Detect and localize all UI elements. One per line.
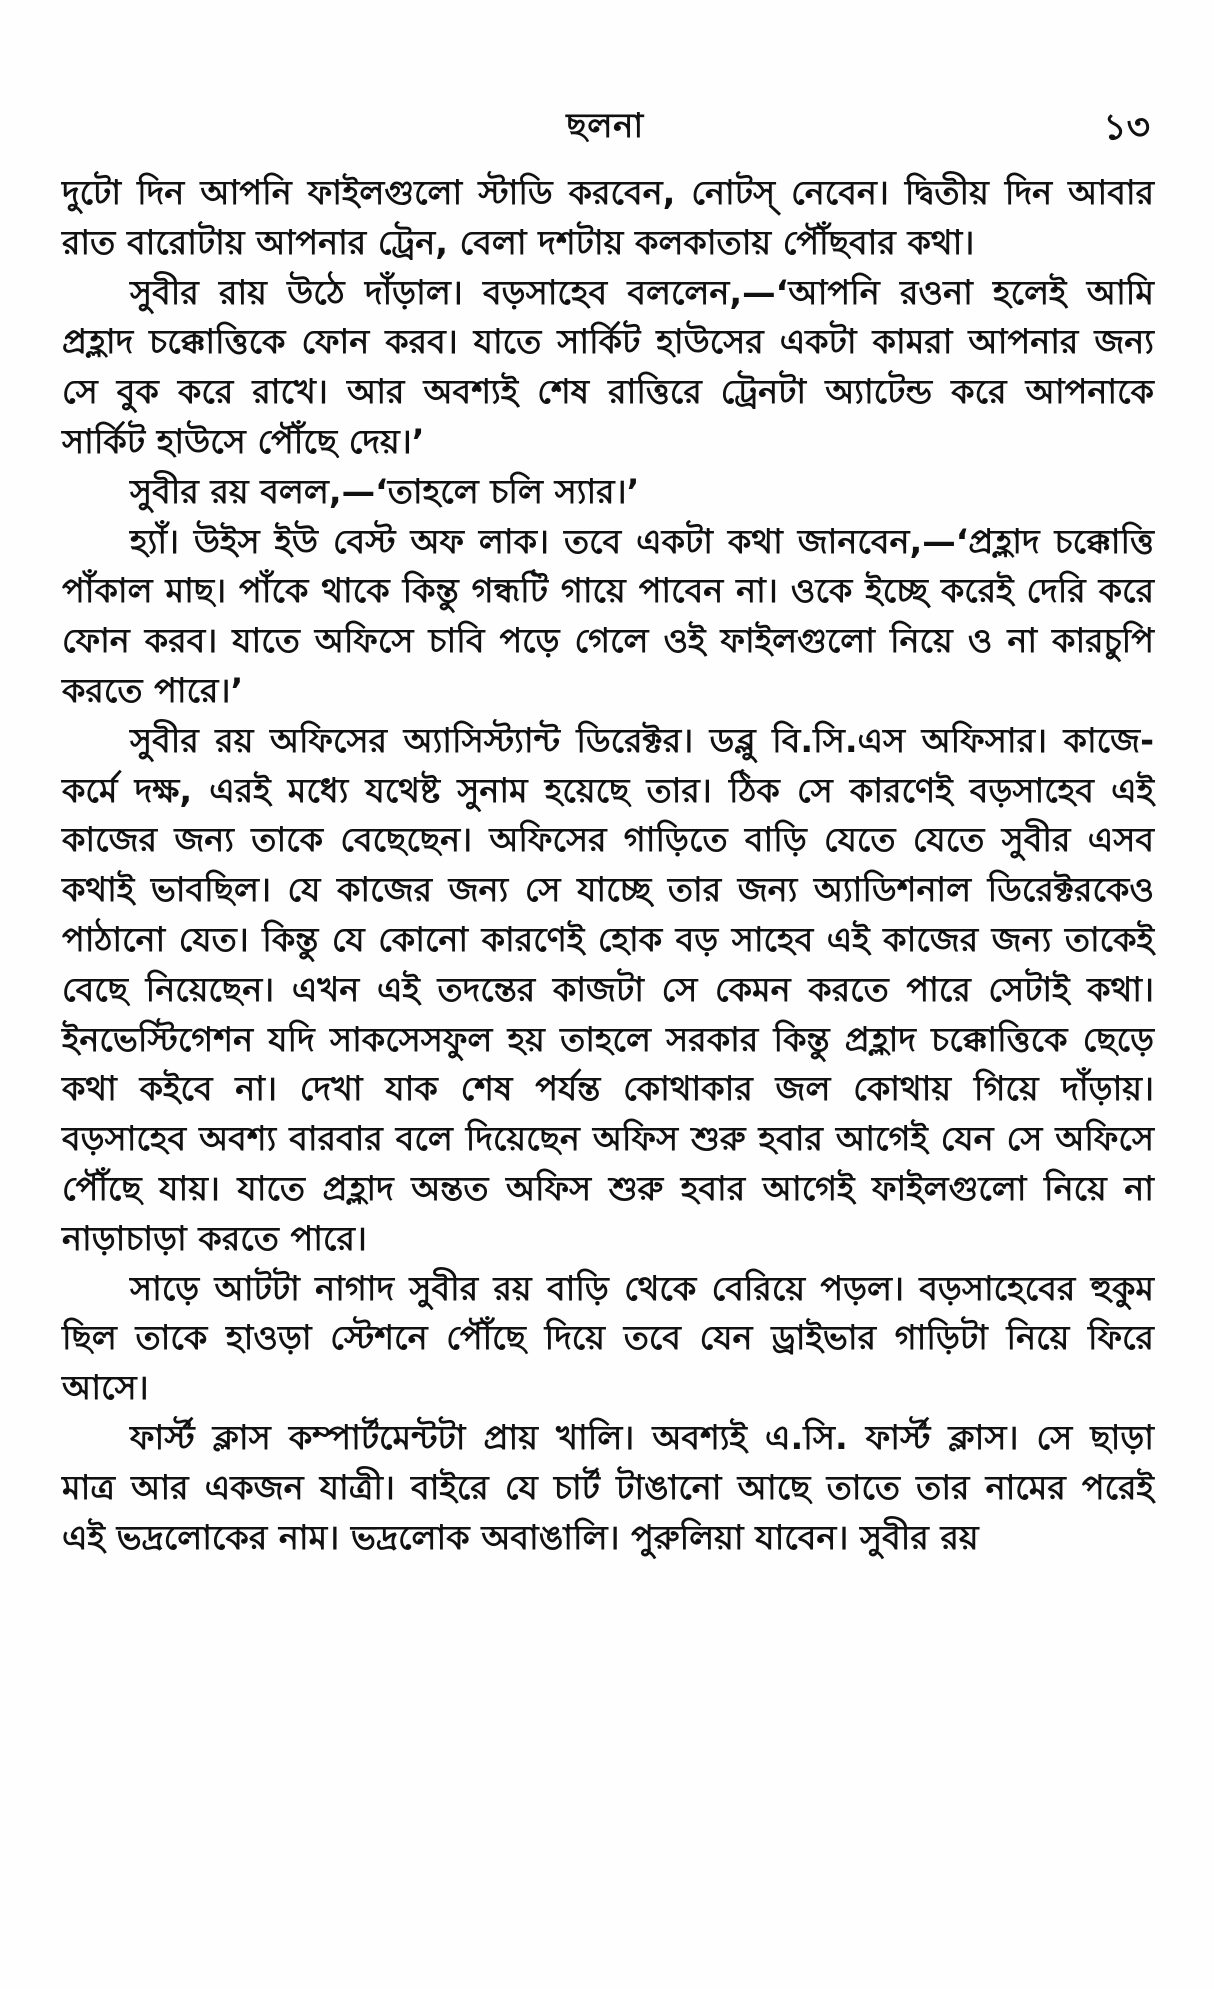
running-title: ছলনা: [566, 106, 644, 146]
body-text: [62, 168, 1154, 1562]
paragraph-5: সুবীর রয় অফিসের অ্যাসিস্ট্যান্ট ডিরেক্টর। ডব্লু বি.সি.এস অফিসার। কাজে-কর্মে দক্ষ, এরই মধ্যে যথেষ্ট সুনাম হয়েছে তার। ঠিক সে কারণেই বড়সাহেব এই কাজের জন্য তাকে বেছেছেন। অফিসের গাড়িতে বাড়ি যেতে যেতে সুবীর এসব কথাই ভাবছিল। যে কাজের জন্য সে যাচ্ছে তার জন্য অ্যাডিশনাল ডিরেক্টরকেও পাঠানো যেত। কিন্তু যে কোনো কারণেই হোক বড় সাহেব এই কাজের জন্য তাকেই বেছে নিয়েছেন। এখন এই তদন্তের কাজটা সে কেমন করতে পারে সেটাই কথা। ইনভেস্টিগেশন যদি সাকসেসফুল হয় তাহলে সরকার কিন্তু প্রহ্লাদ চক্কোত্তিকে ছেড়ে কথা কইবে না। দেখা যাক শেষ পর্যন্ত কোথাকার জল কোথায় গিয়ে দাঁড়ায়। বড়সাহেব অবশ্য বারবার বলে দিয়েছেন অফিস শুরু হবার আগেই যেন সে অফিসে পৌঁছে যায়। যাতে প্রহ্লাদ অন্তত অফিস শুরু হবার আগেই ফাইলগুলো নিয়ে না নাড়াচাড়া করতে পারে।: [62, 720, 1154, 1258]
paragraph-6: সাড়ে আটটা নাগাদ সুবীর রয় বাড়ি থেকে বেরিয়ে পড়ল। বড়সাহেবের হুকুম ছিল তাকে হাওড়া স্টেশনে পৌঁছে দিয়ে তবে যেন ড্রাইভার গাড়িটা নিয়ে ফিরে আসে।: [62, 1268, 1154, 1408]
paragraph-1: দুটো দিন আপনি ফাইলগুলো স্টাডি করবেন, নোটস্ নেবেন। দ্বিতীয় দিন আবার রাত বারোটায় আপনার ট্রেন, বেলা দশটায় কলকাতায় পৌঁছবার কথা।: [62, 173, 1154, 262]
page-header: [60, 100, 1150, 160]
paragraph-7: ফার্স্ট ক্লাস কম্পার্টমেন্টটা প্রায় খালি। অবশ্যই এ.সি. ফার্স্ট ক্লাস। সে ছাড়া মাত্র আর একজন যাত্রী। বাইরে যে চার্ট টাঙানো আছে তাতে তার নামের পরেই এই ভদ্রলোকের নাম। ভদ্রলোক অবাঙালি। পুরুলিয়া যাবেন। সুবীর রয়: [62, 1417, 1154, 1557]
page-number: ১৩: [1103, 107, 1150, 148]
paragraph-3: সুবীর রয় বলল,—‘তাহলে চলি স্যার।’: [130, 471, 640, 511]
paragraph-2: সুবীর রায় উঠে দাঁড়াল। বড়সাহেব বললেন,—‘আপনি রওনা হলেই আমি প্রহ্লাদ চক্কোত্তিকে ফোন করব। যাতে সার্কিট হাউসের একটা কামরা আপনার জন্য সে বুক করে রাখে। আর অবশ্যই শেষ রাত্তিরে ট্রেনটা অ্যাটেন্ড করে আপনাকে সার্কিট হাউসে পৌঁছে দেয়।’: [62, 272, 1154, 461]
paragraph-4: হ্যাঁ। উইস ইউ বেস্ট অফ লাক। তবে একটা কথা জানবেন,—‘প্রহ্লাদ চক্কোত্তি পাঁকাল মাছ। পাঁকে থাকে কিন্তু গন্ধটি গায়ে পাবেন না। ওকে ইচ্ছে করেই দেরি করে ফোন করব। যাতে অফিসে চাবি পড়ে গেলে ওই ফাইলগুলো নিয়ে ও না কারচুপি করতে পারে।’: [62, 521, 1154, 710]
